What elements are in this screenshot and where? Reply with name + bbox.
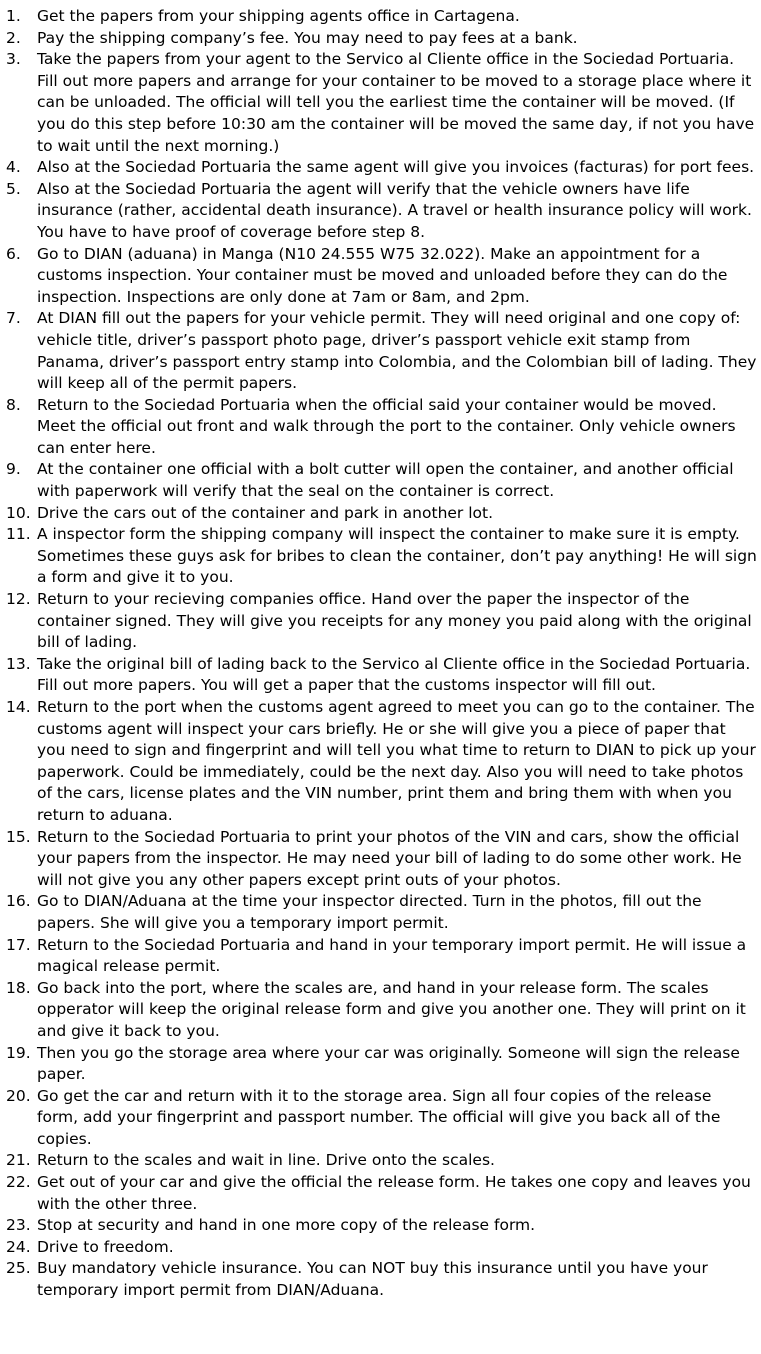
step-number: 20. (6, 1086, 31, 1105)
step-number: 9. (6, 460, 21, 479)
step-item-1 (6, 6, 757, 28)
step-item-6 (6, 244, 757, 309)
step-number: 3. (6, 50, 21, 69)
step-text: Return to the scales and wait in line. Drive onto the scales. (37, 1151, 495, 1170)
step-number: 1. (6, 7, 21, 25)
step-text: Return to the Sociedad Portuaria when the official said your container would be moved. Meet the official out front and walk through the port to the container. Only vehicle owners can enter here. (37, 395, 736, 457)
step-item-22 (6, 1172, 757, 1215)
step-number: 10. (6, 503, 31, 522)
steps-list (6, 6, 757, 1302)
step-text: Buy mandatory vehicle insurance. You can NOT buy this insurance until you have your temporary import permit from DIAN/Aduana. (37, 1259, 708, 1300)
step-number: 13. (6, 654, 31, 673)
step-number: 22. (6, 1173, 31, 1192)
step-number: 4. (6, 158, 21, 177)
step-number: 7. (6, 309, 21, 328)
step-number: 15. (6, 827, 31, 846)
step-item-17 (6, 935, 757, 978)
step-number: 2. (6, 28, 21, 47)
step-item-15 (6, 827, 757, 892)
step-text: Then you go the storage area where your car was originally. Someone will sign the release paper. (37, 1043, 740, 1084)
step-item-9 (6, 459, 757, 502)
step-item-10 (6, 503, 757, 525)
step-number: 6. (6, 244, 21, 263)
step-item-5 (6, 179, 757, 244)
step-item-13 (6, 654, 757, 697)
step-item-16 (6, 891, 757, 934)
step-item-8 (6, 395, 757, 460)
step-item-4 (6, 157, 757, 179)
step-item-3 (6, 49, 757, 157)
step-text: Take the original bill of lading back to the Servico al Cliente office in the Sociedad Portuaria. Fill out more papers. You will get a paper that the customs inspector will fill out. (37, 654, 751, 695)
step-item-23 (6, 1215, 757, 1237)
step-item-2 (6, 28, 757, 50)
step-text: Go back into the port, where the scales are, and hand in your release form. The scales opperator will keep the original release form and give you another one. They will print on it and give it back to you. (37, 978, 746, 1040)
step-text: Pay the shipping company’s fee. You may need to pay fees at a bank. (37, 28, 578, 47)
step-item-19 (6, 1043, 757, 1086)
step-text: Drive to freedom. (37, 1237, 174, 1256)
step-text: Stop at security and hand in one more copy of the release form. (37, 1216, 536, 1235)
step-text: Go to DIAN/Aduana at the time your inspector directed. Turn in the photos, fill out the papers. She will give you a temporary import permit. (37, 892, 702, 932)
step-number: 8. (6, 395, 21, 414)
step-number: 24. (6, 1237, 31, 1256)
step-text: Also at the Sociedad Portuaria the same agent will give you invoices (facturas) for port fees. (37, 158, 755, 177)
step-text: Get the papers from your shipping agents office in Cartagena. (37, 7, 520, 25)
step-text: Drive the cars out of the container and park in another lot. (37, 503, 494, 522)
step-item-20 (6, 1086, 757, 1151)
step-item-18 (6, 978, 757, 1043)
step-text: At the container one official with a bolt cutter will open the container, and another official with paperwork will verify that the seal on the container is correct. (37, 460, 734, 501)
step-text: Return to the Sociedad Portuaria and hand in your temporary import permit. He will issue a magical release permit. (37, 935, 747, 976)
step-number: 5. (6, 179, 21, 198)
step-item-25 (6, 1258, 757, 1301)
step-number: 16. (6, 892, 31, 911)
step-text: Go get the car and return with it to the storage area. Sign all four copies of the release form, add your fingerprint and passport number. The official will give you back all of the copies. (37, 1086, 721, 1148)
step-number: 11. (6, 525, 31, 544)
step-text: Take the papers from your agent to the Servico al Cliente office in the Sociedad Portuaria. Fill out more papers and arrange for your container to be moved to a storage place where it can be unloaded. The official will tell you the earliest time the container will be moved. (If you do this step before 10:30 am the container will be moved the same day, if not you have to wait until the next morning.) (37, 50, 755, 155)
step-text: Return to the port when the customs agent agreed to meet you can go to the container. The customs agent will inspect your cars briefly. He or she will give you a piece of paper that you need to sign and fingerprint and will tell you what time to return to DIAN to pick up your paperwork. Could be immediately, could be the next day. Also you will need to take photos of the cars, license plates and the VIN number, print them and bring them with when you return to aduana. (37, 698, 756, 824)
step-item-21 (6, 1150, 757, 1172)
step-number: 23. (6, 1216, 31, 1235)
step-item-11 (6, 524, 757, 589)
step-number: 17. (6, 935, 31, 954)
step-text: A inspector form the shipping company will inspect the container to make sure it is empty. Sometimes these guys ask for bribes to clean the container, don’t pay anything! He will sign a form and give it to you. (37, 525, 757, 587)
step-item-12 (6, 589, 757, 654)
step-number: 19. (6, 1043, 31, 1062)
step-item-7 (6, 308, 757, 394)
step-text: Also at the Sociedad Portuaria the agent will verify that the vehicle owners have life insurance (rather, accidental death insurance). A travel or health insurance policy will work. You have to have proof of coverage before step 8. (37, 179, 752, 241)
step-text: At DIAN fill out the papers for your vehicle permit. They will need original and one copy of: vehicle title, driver’s passport photo page, driver’s passport vehicle exit stamp from Panama, driver’s passport entry stamp into Colombia, and the Colombian bill of lading. They will keep all of the permit papers. (37, 309, 757, 393)
step-text: Go to DIAN (aduana) in Manga (N10 24.555 W75 32.022). Make an appointment for a customs inspection. Your container must be moved and unloaded before they can do the inspection. Inspections are only done at 7am or 8am, and 2pm. (37, 244, 728, 306)
step-number: 25. (6, 1259, 31, 1278)
step-number: 12. (6, 590, 31, 609)
step-number: 21. (6, 1151, 31, 1170)
step-text: Return to your recieving companies office. Hand over the paper the inspector of the container signed. They will give you receipts for any money you paid along with the original bill of lading. (37, 590, 752, 652)
step-number: 14. (6, 698, 31, 716)
step-item-24 (6, 1237, 757, 1259)
step-text: Get out of your car and give the official the release form. He takes one copy and leaves you with the other three. (37, 1173, 751, 1213)
step-item-14 (6, 697, 757, 827)
step-text: Return to the Sociedad Portuaria to print your photos of the VIN and cars, show the official your papers from the inspector. He may need your bill of lading to do some other work. He will not give you any other papers except print outs of your photos. (37, 827, 742, 889)
step-number: 18. (6, 978, 31, 997)
